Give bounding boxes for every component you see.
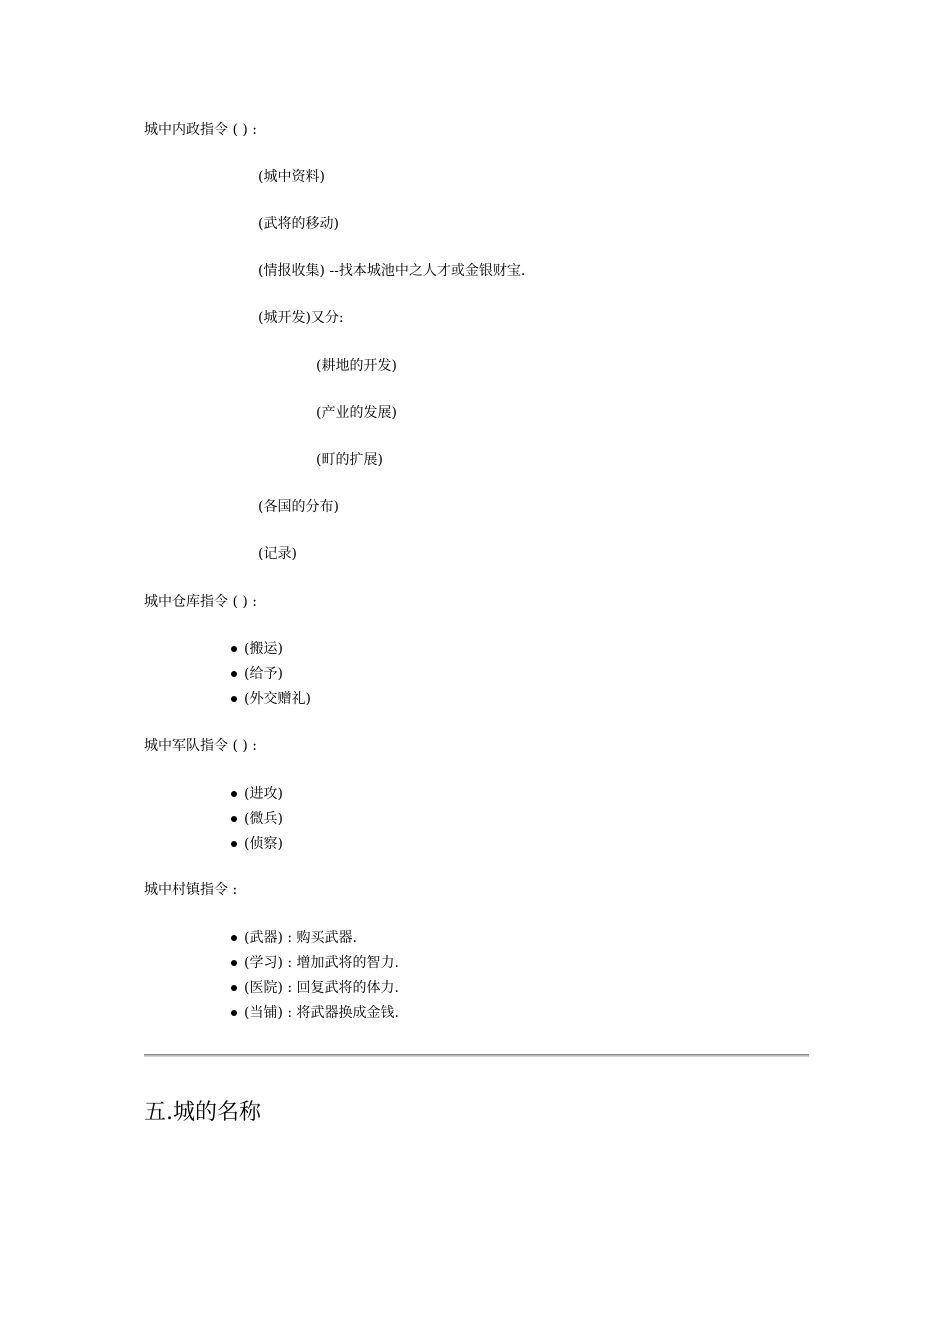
warehouse-item-transport: (搬运) (244, 641, 283, 657)
internal-subitem-town: (町的扩展) (316, 452, 383, 468)
village-item-weapons: (武器) : 购买武器. (244, 930, 357, 946)
list-item (244, 954, 399, 972)
internal-item-intel: (情报收集) --找本城池中之人才或金银财宝. (258, 263, 526, 279)
list-item (244, 690, 311, 708)
village-heading: 城中村镇指令 : (144, 882, 238, 898)
list-item (244, 929, 357, 947)
village-item-study: (学习) : 增加武将的智力. (244, 955, 399, 971)
internal-item-distribution: (各国的分布) (258, 499, 339, 515)
bullet-icon (231, 985, 237, 991)
internal-subitem-industry: (产业的发展) (316, 405, 397, 421)
bullet-icon (231, 960, 237, 966)
army-heading: 城中军队指令 ( ) : (144, 738, 257, 754)
army-item-attack: (进攻) (244, 786, 283, 802)
internal-item-city-develop: (城开发)又分: (258, 310, 344, 326)
bullet-icon (231, 841, 237, 847)
list-item (244, 665, 283, 683)
list-item (244, 1004, 399, 1022)
internal-subitem-farmland: (耕地的开发) (316, 358, 397, 374)
warehouse-item-diplomatic-gift: (外交赠礼) (244, 691, 311, 707)
bullet-icon (231, 671, 237, 677)
bullet-icon (231, 816, 237, 822)
bullet-icon (231, 791, 237, 797)
army-item-scout: (侦察) (244, 836, 283, 852)
bullet-icon (231, 696, 237, 702)
list-item (244, 810, 283, 828)
village-item-pawnshop: (当铺) : 将武器换成金钱. (244, 1005, 399, 1021)
list-item (244, 640, 283, 658)
section-title: 五.城的名称 (144, 1100, 261, 1125)
bullet-icon (231, 646, 237, 652)
list-item (244, 835, 283, 853)
internal-item-city-data: (城中资料) (258, 169, 325, 185)
village-item-hospital: (医院) : 回复武将的体力. (244, 980, 399, 996)
internal-item-general-move: (武将的移动) (258, 216, 339, 232)
internal-affairs-heading: 城中内政指令 ( ) : (144, 122, 257, 138)
army-item-recruit: (微兵) (244, 811, 283, 827)
horizontal-divider (144, 1054, 809, 1057)
bullet-icon (231, 1010, 237, 1016)
warehouse-heading: 城中仓库指令 ( ) : (144, 594, 257, 610)
warehouse-item-give: (给予) (244, 666, 283, 682)
internal-item-records: (记录) (258, 546, 297, 562)
list-item (244, 785, 283, 803)
list-item (244, 979, 399, 997)
bullet-icon (231, 935, 237, 941)
